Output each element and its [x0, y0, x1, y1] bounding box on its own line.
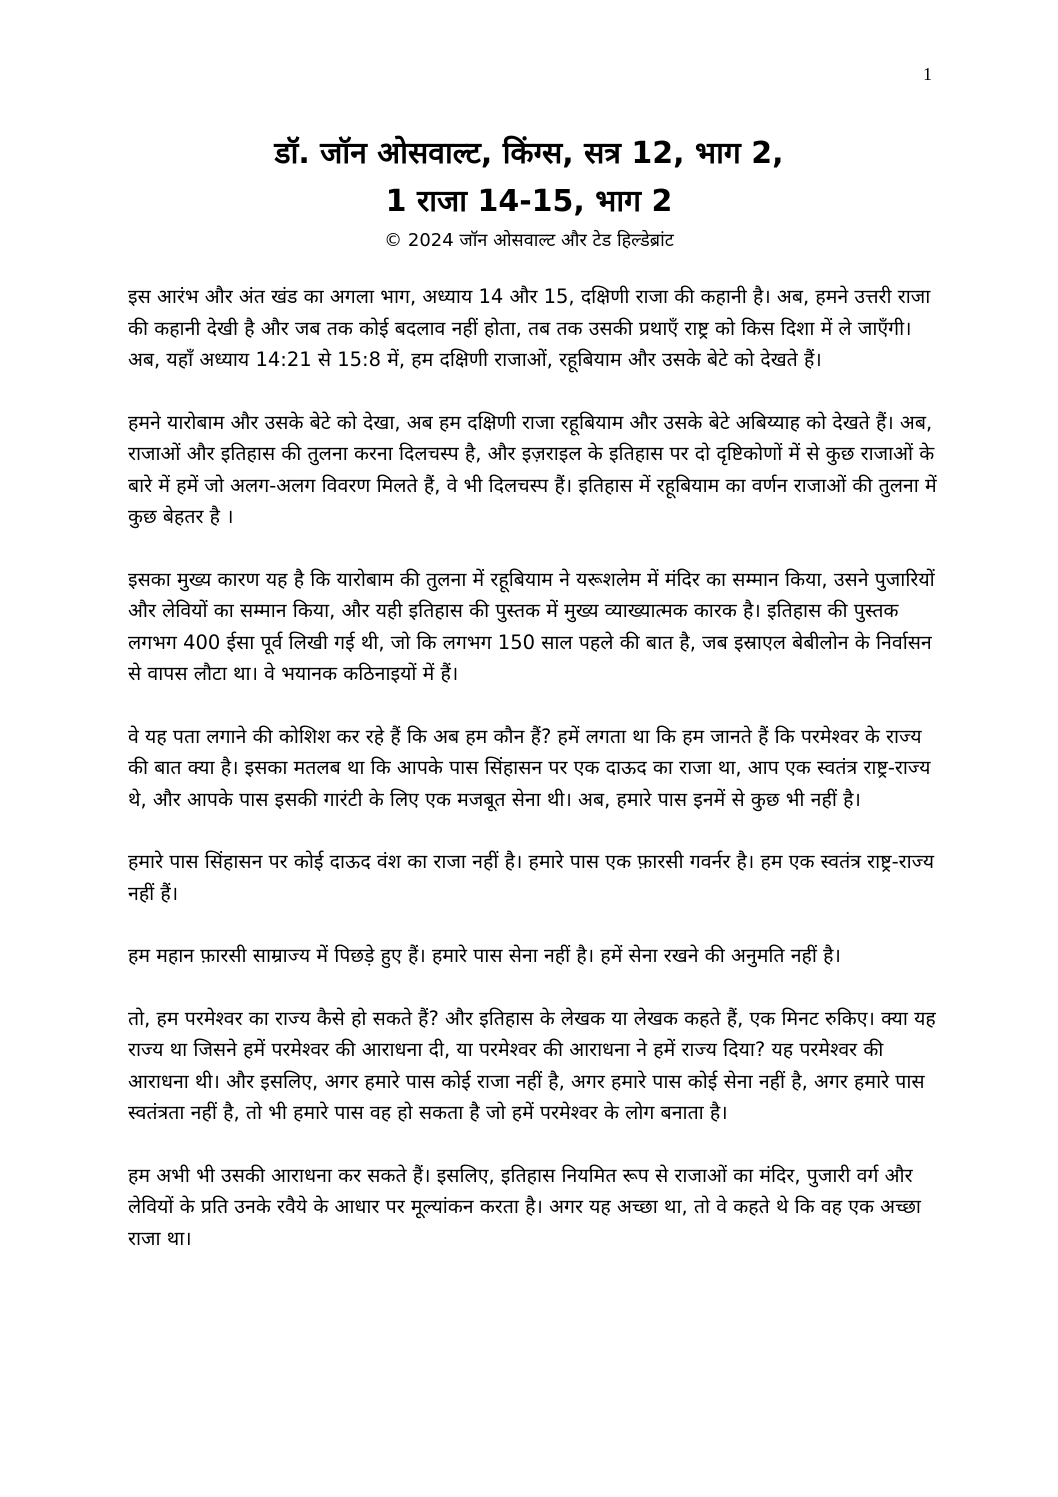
paragraph-8: हम अभी भी उसकी आराधना कर सकते हैं। इसलिए, इतिहास नियमित रूप से राजाओं का मंदिर, पुजारी वर्ग और लेवियों के प्रति उनके रवैये के आधार पर मूल्यांकन करता है। अगर यह अच्छा था, तो वे कहते थे कि वह एक अच्छा राजा था। [128, 1163, 921, 1250]
paragraph-4: वे यह पता लगाने की कोशिश कर रहे हैं कि अब हम कौन हैं? हमें लगता था कि हम जानते हैं कि परमेश्वर के राज्य की बात क्या है। इसका मतलब था कि आपके पास सिंहासन पर एक दाऊद का राजा था, आप एक स्वतंत्र राष्ट्र-राज्य थे, और आपके पास इसकी गारंटी के लिए एक मजबूत सेना थी। अब, हमारे पास इनमें से कुछ भी नहीं है। [128, 724, 931, 811]
paragraph-1: इस आरंभ और अंत खंड का अगला भाग, अध्याय 14 और 15, दक्षिणी राजा की कहानी है। अब, हमने उत्तरी राजा की कहानी देखी है और जब तक कोई बदलाव नहीं होता, तब तक उसकी प्रथाएँ राष्ट्र को किस दिशा में ले जाएँगी। अब, यहाँ अध्याय 14:21 से 15:8 में, हम दक्षिणी राजाओं, रहूबियाम और उसके बेटे को देखते हैं। [128, 285, 931, 371]
body-text [128, 281, 943, 1285]
copyright-line: © 2024 जॉन ओसवाल्ट और टेड हिल्डेब्रांट [384, 230, 674, 251]
paragraph-3: इसका मुख्य कारण यह है कि यारोबाम की तुलना में रहूबियाम ने यरूशलेम में मंदिर का सम्मान किया, उसने पुजारियों और लेवियों का सम्मान किया, और यही इतिहास की पुस्तक में मुख्य व्याख्यात्मक कारक है। इतिहास की पुस्तक लगभग 400 ईसा पूर्व लिखी गई थी, जो कि लगभग 150 साल पहले की बात है, जब इस्राएल बेबीलोन के निर्वासन से वापस लौटा था। वे भयानक कठिनाइयों में हैं। [128, 567, 935, 685]
title-line-2: 1 राजा 14-15, भाग 2 [385, 184, 673, 219]
title-block [100, 130, 958, 254]
title-line-1: डॉ. जॉन ओसवाल्ट, किंग्स, सत्र 12, भाग 2, [274, 136, 784, 171]
paragraph-6: हम महान फ़ारसी साम्राज्य में पिछड़े हुए हैं। हमारे पास सेना नहीं है। हमें सेना रखने की अनुमति नहीं है। [128, 944, 841, 967]
page-number: 1 [923, 64, 932, 84]
paragraph-2: हमने यारोबाम और उसके बेटे को देखा, अब हम दक्षिणी राजा रहूबियाम और उसके बेटे अबिय्याह को देखते हैं। अब, राजाओं और इतिहास की तुलना करना दिलचस्प है, और इज़राइल के इतिहास पर दो दृष्टिकोणों में से कुछ राजाओं के बारे में हमें जो अलग-अलग विवरण मिलते हैं, वे भी दिलचस्प हैं। इतिहास में रहूबियाम का वर्णन राजाओं की तुलना में कुछ बेहतर है । [128, 410, 937, 528]
paragraph-5: हमारे पास सिंहासन पर कोई दाऊद वंश का राजा नहीं है। हमारे पास एक फ़ारसी गवर्नर है। हम एक स्वतंत्र राष्ट्र-राज्य नहीं हैं। [128, 850, 935, 905]
paragraph-7: तो, हम परमेश्वर का राज्य कैसे हो सकते हैं? और इतिहास के लेखक या लेखक कहते हैं, एक मिनट रुकिए। क्या यह राज्य था जिसने हमें परमेश्वर की आराधना दी, या परमेश्वर की आराधना ने हमें राज्य दिया? यह परमेश्वर की आराधना थी। और इसलिए, अगर हमारे पास कोई राजा नहीं है, अगर हमारे पास कोई सेना नहीं है, अगर हमारे पास स्वतंत्रता नहीं है, तो भी हमारे पास वह हो सकता है जो हमें परमेश्वर के लोग बनाता है। [128, 1006, 936, 1124]
